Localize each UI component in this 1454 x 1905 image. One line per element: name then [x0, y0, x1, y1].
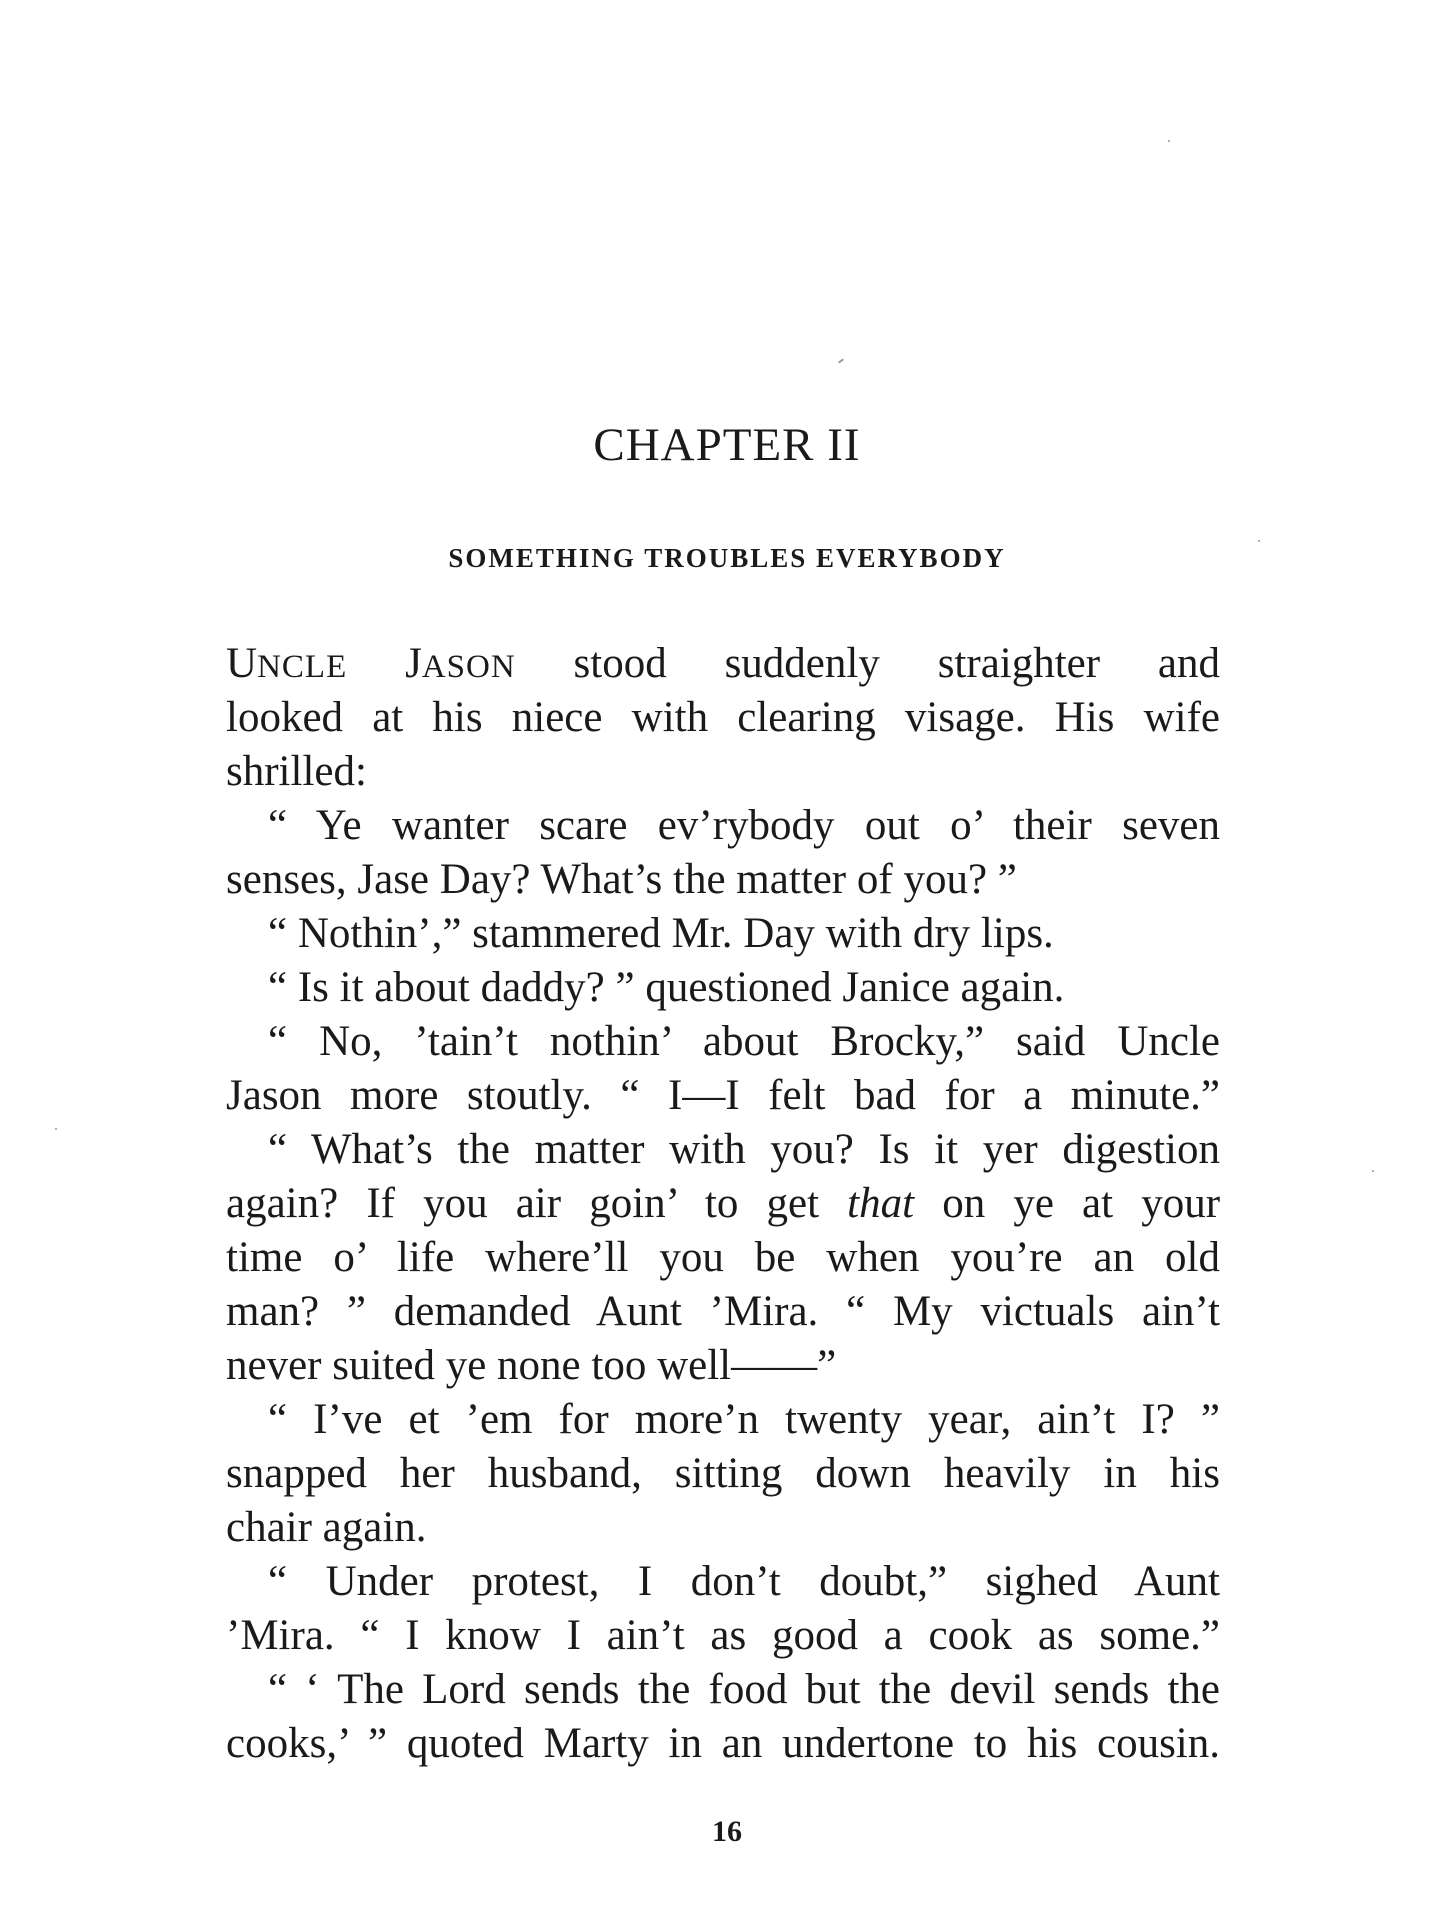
text-line: “ No, ’tain’t nothin’ about Brocky,” said Uncle: [268, 1018, 1220, 1065]
chapter-title: CHAPTER II: [593, 419, 861, 471]
scan-speck: [1168, 140, 1170, 142]
text-line: snapped her husband, sitting down heavily in his: [226, 1450, 1220, 1497]
text-line: “ What’s the matter with you? Is it yer digestion: [268, 1126, 1220, 1173]
text-line: [226, 637, 1220, 694]
scan-speck: [838, 358, 844, 363]
text-line: cooks,’ ” quoted Marty in an undertone to his cousin.: [226, 1720, 1220, 1767]
text-line: looked at his niece with clearing visage. His wife: [226, 694, 1220, 741]
scan-speck: [1372, 1170, 1374, 1172]
text-line: man? ” demanded Aunt ’Mira. “ My victuals ain’t: [226, 1288, 1220, 1335]
text-line: shrilled:: [226, 748, 367, 795]
text-line: time o’ life where’ll you be when you’re an old: [226, 1234, 1220, 1281]
text-line: senses, Jase Day? What’s the matter of you? ”: [226, 856, 1017, 903]
page-number: 16: [712, 1815, 742, 1848]
scan-speck: [55, 1128, 57, 1130]
text-line: “ Nothin’,” stammered Mr. Day with dry lips.: [268, 910, 1054, 957]
text-line: “ Is it about daddy? ” questioned Janice again.: [268, 964, 1065, 1011]
text-line: “ I’ve et ’em for more’n twenty year, ain’t I? ”: [268, 1396, 1220, 1443]
text-line: ’Mira. “ I know I ain’t as good a cook as some.”: [226, 1612, 1220, 1659]
chapter-subtitle: SOMETHING TROUBLES EVERYBODY: [448, 543, 1006, 573]
opening-rest: stood suddenly straighter and: [573, 640, 1221, 687]
scan-speck: [1258, 540, 1260, 542]
text-line: “ Ye wanter scare ev’rybody out o’ their seven: [268, 802, 1220, 849]
text-line: never suited ye none too well——”: [226, 1342, 837, 1389]
text-line: “ ‘ The Lord sends the food but the devil sends the: [268, 1666, 1220, 1713]
text-line: chair again.: [226, 1504, 427, 1551]
text-line: “ Under protest, I don’t doubt,” sighed Aunt: [268, 1558, 1220, 1605]
text-line-italic: again? If you air goin’ to get that on ye at your: [226, 1180, 1221, 1227]
opening-small-caps: UNCLE JASON: [226, 640, 516, 687]
text-line: Jason more stoutly. “ I—I felt bad for a minute.”: [226, 1072, 1220, 1119]
